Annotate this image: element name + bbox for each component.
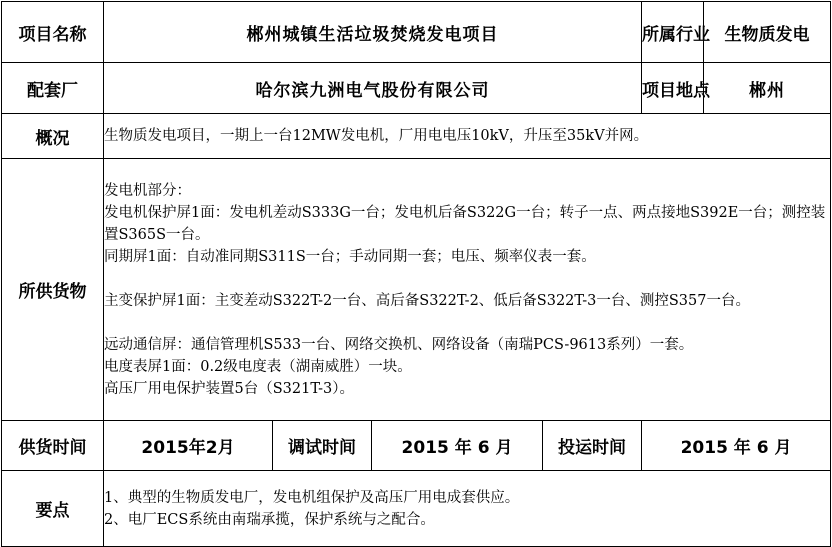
key-point-line: 1、典型的生物质发电厂，发电机组保护及高压厂用电成套供应。 [104,489,520,506]
key-points-list [104,471,831,547]
industry-label: 所属行业 [642,2,704,63]
goods-list [104,159,831,421]
debug-time-label: 调试时间 [273,421,372,471]
debug-time-value: 2015 年 6 月 [372,421,543,471]
goods-line: 远动通信屏：通信管理机S533一台、网络交换机、网络设备（南瑞PCS-9613系列）一套。 [104,336,694,353]
project-name-value: 郴州城镇生活垃圾焚烧发电项目 [104,2,642,63]
key-points-label: 要点 [2,471,104,547]
operation-time-value: 2015 年 6 月 [642,421,831,471]
row-factory [2,63,831,114]
location-value: 郴州 [704,63,831,114]
location-label: 项目地点 [642,63,704,114]
key-point-line: 2、电厂ECS系统由南瑞承揽，保护系统与之配合。 [104,511,435,528]
row-dates [2,421,831,471]
goods-line: 主变保护屏1面：主变差动S322T-2一台、高后备S322T-2、低后备S322T-3一台、测控S357一台。 [104,292,750,309]
overview-label: 概况 [2,114,104,159]
goods-line: 电度表屏1面：0.2级电度表（湖南威胜）一块。 [104,358,412,375]
goods-blank-line [104,312,830,334]
operation-time-label: 投运时间 [543,421,642,471]
supply-time-label: 供货时间 [2,421,104,471]
goods-line: 同期屏1面：自动准同期S311S一台；手动同期一套；电压、频率仪表一套。 [104,248,596,265]
goods-label: 所供货物 [2,159,104,421]
goods-line: 高压厂用电保护装置5台（S321T-3）。 [104,380,355,397]
row-key-points [2,471,831,547]
row-overview [2,114,831,159]
row-project-name [2,2,831,63]
project-info-table [1,1,831,547]
overview-text: 生物质发电项目，一期上一台12MW发电机，厂用电电压10kV，升压至35kV并网。 [104,114,831,159]
row-goods [2,159,831,421]
goods-line: 发电机部分： [104,182,191,199]
goods-line: 发电机保护屏1面：发电机差动S333G一台；发电机后备S322G一台；转子一点、两点接地S392E一台；测控装置S365S一台。 [104,204,826,243]
project-name-label: 项目名称 [2,2,104,63]
goods-blank-line [104,268,830,290]
industry-value: 生物质发电 [704,2,831,63]
factory-value: 哈尔滨九洲电气股份有限公司 [104,63,642,114]
factory-label: 配套厂 [2,63,104,114]
supply-time-value: 2015年2月 [104,421,273,471]
